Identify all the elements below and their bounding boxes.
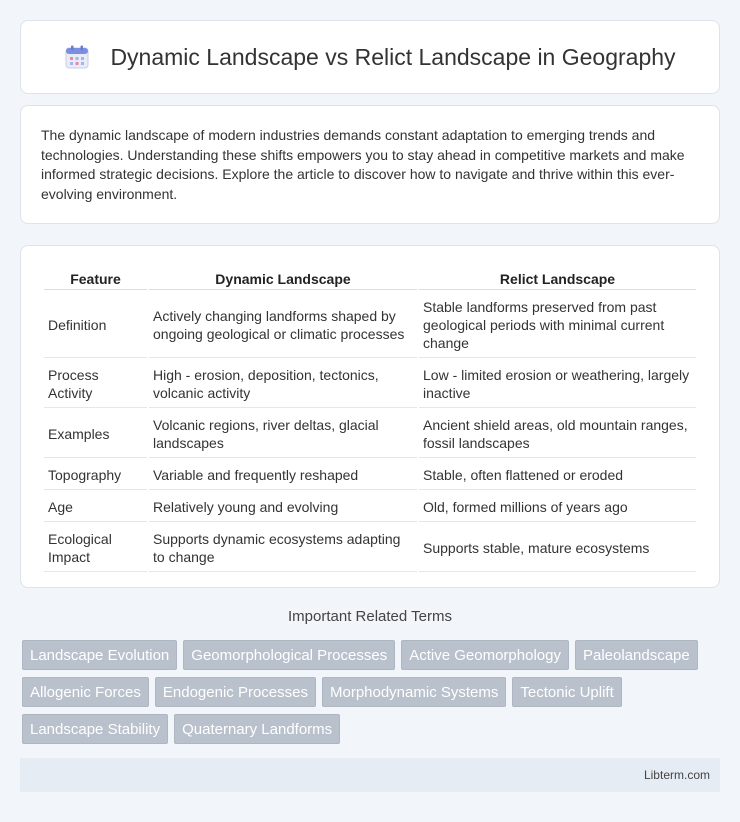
footer	[20, 758, 720, 792]
cell-dynamic: High - erosion, deposition, tectonics, volcanic activity	[149, 360, 417, 408]
header-dynamic: Dynamic Landscape	[149, 268, 417, 290]
table-row	[44, 524, 696, 572]
cell-relict: Ancient shield areas, old mountain ranges, fossil landscapes	[419, 410, 696, 458]
tag-landscape-evolution[interactable]: Landscape Evolution	[22, 640, 177, 670]
tag-endogenic-processes[interactable]: Endogenic Processes	[155, 677, 316, 707]
header	[64, 44, 675, 71]
header-card	[20, 20, 720, 94]
cell-relict: Supports stable, mature ecosystems	[419, 524, 696, 572]
tag-allogenic-forces[interactable]: Allogenic Forces	[22, 677, 149, 707]
header-feature: Feature	[44, 268, 147, 290]
tag-morphodynamic-systems[interactable]: Morphodynamic Systems	[322, 677, 506, 707]
cell-feature: Definition	[44, 292, 147, 358]
footer-link[interactable]: Libterm.com	[643, 768, 710, 782]
table-row	[44, 292, 696, 358]
tag-paleolandscape[interactable]: Paleolandscape	[575, 640, 698, 670]
tag-landscape-stability[interactable]: Landscape Stability	[22, 714, 168, 744]
table-row	[44, 460, 696, 490]
cell-relict: Old, formed millions of years ago	[419, 492, 696, 522]
related-terms-list	[22, 640, 722, 744]
related-terms-title: Important Related Terms	[288, 608, 452, 625]
table-header-row	[44, 268, 696, 290]
cell-relict: Stable, often flattened or eroded	[419, 460, 696, 490]
intro-text: The dynamic landscape of modern industries demands constant adaptation to emerging trends and technologies. Understanding these shifts empowers you to stay ahead in competitive markets and make informed strategic decisions. Explore the article to discover how to navigate and thrive within this ever-evolving environment.	[41, 127, 685, 202]
cell-feature: Ecological Impact	[44, 524, 147, 572]
cell-feature: Topography	[44, 460, 147, 490]
cell-feature: Examples	[44, 410, 147, 458]
table-row	[44, 410, 696, 458]
intro-card	[20, 105, 720, 224]
cell-dynamic: Volcanic regions, river deltas, glacial landscapes	[149, 410, 417, 458]
comparison-card	[20, 245, 720, 588]
cell-dynamic: Supports dynamic ecosystems adapting to change	[149, 524, 417, 572]
page-title: Dynamic Landscape vs Relict Landscape in Geography	[110, 43, 676, 70]
cell-feature: Age	[44, 492, 147, 522]
cell-relict: Low - limited erosion or weathering, largely inactive	[419, 360, 696, 408]
cell-dynamic: Variable and frequently reshaped	[149, 460, 417, 490]
tag-geomorphological-processes[interactable]: Geomorphological Processes	[183, 640, 395, 670]
calendar-icon	[64, 44, 90, 70]
table-row	[44, 492, 696, 522]
tag-quaternary-landforms[interactable]: Quaternary Landforms	[174, 714, 340, 744]
cell-feature: Process Activity	[44, 360, 147, 408]
table-row	[44, 360, 696, 408]
comparison-table	[42, 266, 698, 574]
header-relict: Relict Landscape	[419, 268, 696, 290]
cell-dynamic: Actively changing landforms shaped by ongoing geological or climatic processes	[149, 292, 417, 358]
tag-tectonic-uplift[interactable]: Tectonic Uplift	[512, 677, 621, 707]
tag-active-geomorphology[interactable]: Active Geomorphology	[401, 640, 569, 670]
cell-dynamic: Relatively young and evolving	[149, 492, 417, 522]
cell-relict: Stable landforms preserved from past geological periods with minimal current change	[419, 292, 696, 358]
